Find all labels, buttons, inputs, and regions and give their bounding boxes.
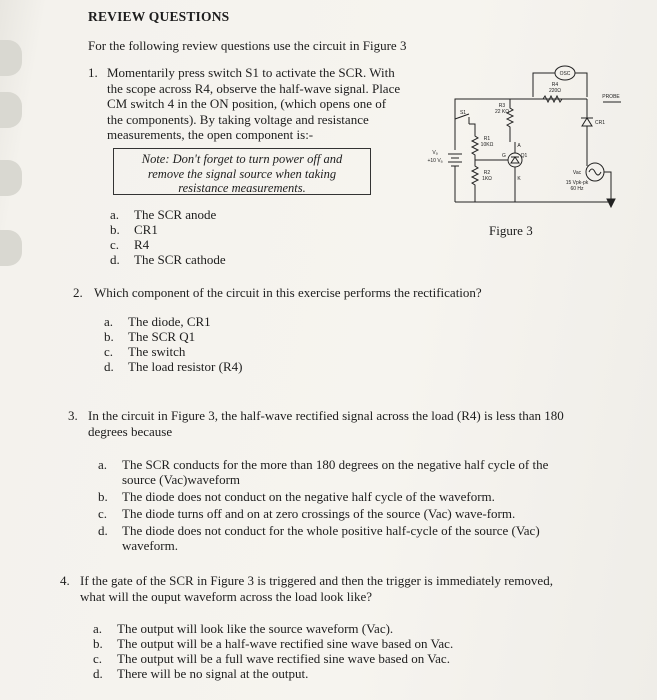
option-text: R4 xyxy=(134,237,150,252)
q3-line: degrees because xyxy=(88,423,173,439)
label-osc: OSC xyxy=(559,71,571,77)
option-text xyxy=(122,523,540,553)
option-text: The load resistor (R4) xyxy=(128,359,243,374)
note-box xyxy=(113,148,371,195)
option-letter: c. xyxy=(93,651,103,666)
option-letter: a. xyxy=(110,207,120,222)
option-letter: d. xyxy=(104,359,114,374)
ground-icon xyxy=(607,199,615,207)
q4-options xyxy=(93,621,453,681)
label-r2-value: 1KΩ xyxy=(482,176,492,182)
circuit-diagram xyxy=(415,62,625,222)
option-line: waveform. xyxy=(122,538,178,553)
q4-line: what will the ouput waveform across the load look like? xyxy=(80,588,373,604)
label-r3: R3 xyxy=(498,103,506,109)
q4-option xyxy=(93,666,453,681)
note-line: remove the signal source when taking xyxy=(147,166,337,181)
q3-option xyxy=(98,523,618,553)
option-letter: c. xyxy=(110,237,120,252)
note-line: Note: Don't forget to turn power off and xyxy=(141,152,343,166)
option-letter: b. xyxy=(98,489,108,504)
intro-text: For the following review questions use the circuit in Figure 3 xyxy=(88,38,407,53)
label-gate: G xyxy=(502,153,506,159)
q3-option xyxy=(98,457,618,487)
option-text: There will be no signal at the output. xyxy=(117,666,309,681)
option-text: The output will be a full wave rectified sine wave based on Vac. xyxy=(117,651,450,666)
q1-line: the components). By taking voltage and resistance xyxy=(107,111,369,127)
q4-text xyxy=(80,573,630,604)
q1-text xyxy=(107,65,407,143)
q3-text xyxy=(88,408,628,439)
q2-option xyxy=(104,344,242,359)
label-r3-value: 22 KΩ xyxy=(494,109,510,115)
label-q1: Q1 xyxy=(520,153,528,159)
q2-number: 2. xyxy=(73,285,83,300)
label-vac: Vac xyxy=(572,170,582,176)
option-line: The SCR conducts for the more than 180 degrees on the negative half cycle of the xyxy=(122,457,549,472)
option-line: source (Vac)waveform xyxy=(122,472,241,487)
option-letter: d. xyxy=(110,252,120,267)
option-letter: a. xyxy=(104,314,114,329)
binder-tab xyxy=(0,160,22,196)
r1-resistor xyxy=(472,132,478,160)
r2-resistor xyxy=(472,160,478,202)
q2-option xyxy=(104,359,242,374)
q3-options xyxy=(98,457,618,553)
option-letter: c. xyxy=(104,344,114,359)
option-letter: b. xyxy=(110,222,120,237)
battery-icon xyxy=(448,117,462,202)
label-vb-value: +10 Vₐ xyxy=(427,158,443,164)
q3-line: In the circuit in Figure 3, the half-wave rectified signal across the load (R4) is less than 180 xyxy=(88,408,564,423)
option-letter: c. xyxy=(98,506,108,521)
label-s1: S1 xyxy=(459,110,467,116)
option-line: The diode turns off and on at zero crossings of the source (Vac) wave-form. xyxy=(122,506,516,521)
label-anode: A xyxy=(517,143,521,149)
q1-line: Momentarily press switch S1 to activate the SCR. With xyxy=(107,65,395,80)
note-line: resistance measurements. xyxy=(178,181,306,195)
option-text: The output will be a half-wave rectified sine wave based on Vac. xyxy=(117,636,454,651)
q3-option xyxy=(98,506,618,521)
label-r4: R4 xyxy=(551,82,559,88)
option-letter: d. xyxy=(93,666,103,681)
q2-option xyxy=(104,314,242,329)
label-r1-value: 10KΩ xyxy=(480,142,494,148)
option-letter: a. xyxy=(93,621,103,636)
q1-option xyxy=(110,252,226,267)
label-vb: Vₐ xyxy=(432,150,438,156)
q1-number: 1. xyxy=(88,65,98,80)
q1-line: CM switch 4 in the ON position, (which opens one of xyxy=(107,96,387,111)
figure-caption: Figure 3 xyxy=(489,223,533,238)
option-line: The diode does not conduct for the whole positive half-cycle of the source (Vac) xyxy=(122,523,540,538)
label-cathode: K xyxy=(517,176,521,182)
q4-option xyxy=(93,651,453,666)
option-line: The diode does not conduct on the negative half cycle of the waveform. xyxy=(122,489,495,504)
option-text: The output will look like the source waveform (Vac). xyxy=(117,621,394,636)
label-vac-frequency: 60 Hz xyxy=(570,186,584,192)
option-text: The SCR anode xyxy=(134,207,217,222)
r3-resistor xyxy=(507,99,513,142)
q4-option xyxy=(93,636,453,651)
q2-text: Which component of the circuit in this exercise performs the rectification? xyxy=(94,285,482,300)
page-title: REVIEW QUESTIONS xyxy=(88,9,230,24)
option-text xyxy=(122,506,515,521)
q3-number: 3. xyxy=(68,408,78,423)
q2-options xyxy=(104,314,242,374)
label-vac-value: 15 Vpk-pk xyxy=(565,180,589,186)
q1-line: the scope across R4, observe the half-wave signal. Place xyxy=(107,80,401,96)
option-text: The diode, CR1 xyxy=(128,314,211,329)
label-r1: R1 xyxy=(483,136,491,142)
label-probe: PROBE xyxy=(602,94,620,100)
binder-edge xyxy=(0,0,26,700)
binder-tab xyxy=(0,40,22,76)
q2-option xyxy=(104,329,242,344)
option-letter: a. xyxy=(98,457,108,472)
cr1-diode xyxy=(581,118,593,126)
label-r2: R2 xyxy=(483,170,491,176)
option-text: CR1 xyxy=(134,222,158,237)
label-r4-value: 220Ω xyxy=(548,88,562,94)
q3-option xyxy=(98,489,618,504)
option-text: The switch xyxy=(128,344,186,359)
binder-tab xyxy=(0,92,22,128)
q4-option xyxy=(93,621,453,636)
q1-option xyxy=(110,237,226,252)
q1-option xyxy=(110,207,226,222)
option-text xyxy=(122,489,495,504)
q4-number: 4. xyxy=(60,573,70,588)
binder-tab xyxy=(0,230,22,266)
q4-line: If the gate of the SCR in Figure 3 is triggered and then the trigger is immediately removed, xyxy=(80,573,553,588)
option-text xyxy=(122,457,548,487)
option-letter: b. xyxy=(93,636,103,651)
q1-option xyxy=(110,222,226,237)
option-text: The SCR cathode xyxy=(134,252,226,267)
option-letter: b. xyxy=(104,329,114,344)
q1-options xyxy=(110,207,226,267)
label-cr1: CR1 xyxy=(594,120,606,126)
q1-line: measurements, the open component is:- xyxy=(107,127,314,142)
option-letter: d. xyxy=(98,523,108,538)
option-text: The SCR Q1 xyxy=(128,329,196,344)
